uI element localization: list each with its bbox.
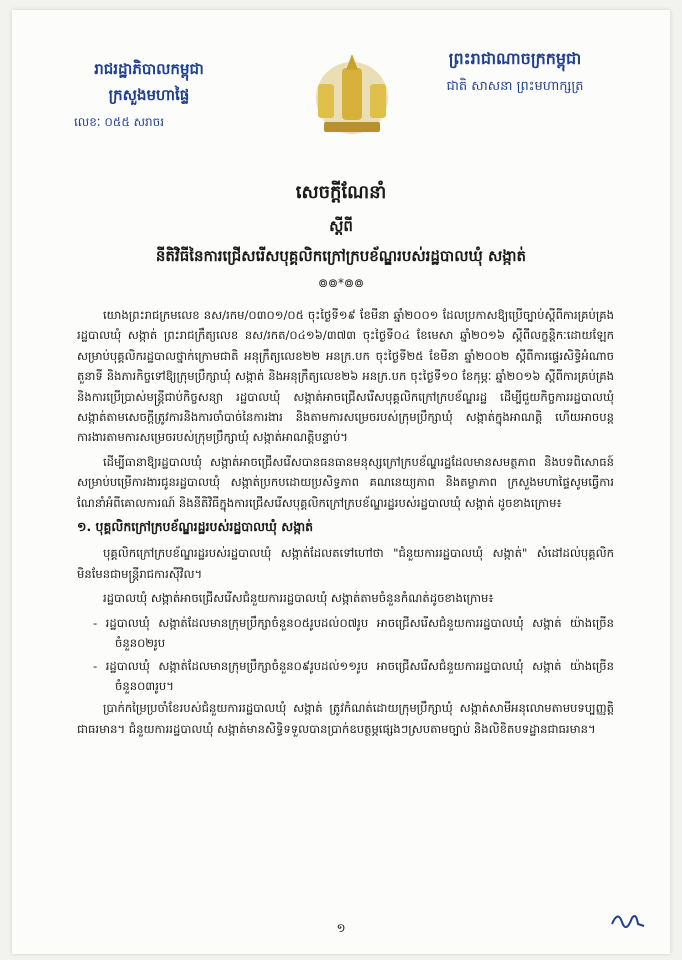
- ministry-name: ក្រសួងមហាផ្ទៃ: [108, 86, 190, 104]
- kingdom-name: ព្រះរាជាណាចក្រកម្ពុជា: [448, 49, 582, 68]
- paragraph-4: រដ្ឋបាលឃុំ សង្កាត់អាចជ្រើសរើសជំនួយការរដ្ឋបាលឃុំ សង្កាត់តាមចំនួនកំណត់ដូចខាងក្រោម៖: [103, 591, 494, 606]
- paragraph-2: ដើម្បីធានាឱ្យរដ្ឋបាលឃុំ សង្កាត់អាចជ្រើសរើសបានធនធានមនុស្សក្រៅក្របខ័ណ្ឌរដ្ឋដែលមានសមត្ថភាព និងបទពិសោធន៍សម្រាប់បម្រើការងារជូនរដ្ឋបាលឃុំ សង្កាត់ប្រកបដោយប្រសិទ្ធភាព គណនេយ្យភាព និងតម្លាភាព ក្រសួងមហាផ្ទៃសូមធ្វើការណែនាំអំពីគោលការណ៍ និងនីតិវិធីក្នុងការជ្រើសរើសបុគ្គលិកក្រៅក្របខ័ណ្ឌរដ្ឋរបស់រដ្ឋបាលឃុំ សង្កាត់ ដូចខាងក្រោម៖: [77, 454, 614, 510]
- title-line-2: ស្តីពី: [329, 217, 353, 235]
- document-title: [12, 180, 670, 293]
- reference-number: លេខៈ ០៥៥ សរាចរ: [74, 115, 165, 129]
- kingdom-header: [420, 48, 610, 97]
- section-1-title: ១. បុគ្គលិកក្រៅក្របខ័ណ្ឌរដ្ឋរបស់រដ្ឋបាលឃុំ សង្កាត់: [77, 519, 314, 535]
- title-ornament: ៙៙*៙៙: [318, 276, 364, 290]
- signature-icon: [608, 904, 648, 934]
- royal-emblem-icon: [304, 48, 400, 144]
- document-page: [12, 10, 670, 954]
- page-number: ១: [336, 921, 346, 935]
- national-motto: ជាតិ សាសនា ព្រះមហាក្សត្រ: [446, 79, 584, 94]
- ministry-header: [74, 60, 224, 132]
- title-line-3: នីតិវិធីនៃការជ្រើសរើសបុគ្គលិកក្រៅក្របខ័ណ្ឌរបស់រដ្ឋបាលឃុំ សង្កាត់: [155, 247, 527, 265]
- paragraph-5: ប្រាក់កម្រៃប្រចាំខែរបស់ជំនួយការរដ្ឋបាលឃុំ សង្កាត់ ត្រូវកំណត់ដោយក្រុមប្រឹក្សាឃុំ សង្កាត់សាមីអនុលោមតាមបទប្បញ្ញត្តិជាធរមាន។ ជំនួយការរដ្ឋបាលឃុំ សង្កាត់មានសិទ្ធិទទួលបានប្រាក់ឧបត្ថម្ភផ្សេងៗស្របតាមច្បាប់ និងលិខិតបទដ្ឋានជាធរមាន។: [77, 701, 614, 736]
- government-name: រាជរដ្ឋាភិបាលកម្ពុជា: [94, 60, 204, 78]
- bullet-2: - រដ្ឋបាលឃុំ សង្កាត់ដែលមានក្រុមប្រឹក្សាចំនួន០៩រូបដល់១១រូប អាចជ្រើសរើសជំនួយការរដ្ឋបាលឃុំ សង្កាត់ យ៉ាងច្រើនចំនួន០៣រូប។: [93, 658, 614, 693]
- paragraph-1: យោងព្រះរាជក្រមលេខ នស/រកម/០៣០១/០៥ ចុះថ្ងៃទី១៩ ខែមីនា ឆ្នាំ២០០១ ដែលប្រកាសឱ្យប្រើច្បាប់ស្តីពីការគ្រប់គ្រងរដ្ឋបាលឃុំ សង្កាត់ ព្រះរាជក្រឹត្យលេខ នស/រកត/០៤១៦/៣៧៣ ចុះថ្ងៃទី០៤ ខែមេសា ឆ្នាំ២០១៦ ស្តីពីលក្ខន្តិកៈដោយឡែកសម្រាប់បុគ្គលិករដ្ឋបាលថ្នាក់ក្រោមជាតិ អនុក្រឹត្យលេខ២២ អនក្រ.បក ចុះថ្ងៃទី២៥ ខែមីនា ឆ្នាំ២០០២ ស្តីពីការផ្ទេរសិទ្ធិអំណាច តួនាទី និងភារកិច្ចទៅឱ្យក្រុមប្រឹក្សាឃុំ សង្កាត់ និងអនុក្រឹត្យលេខ២៦ អនក្រ.បក ចុះថ្ងៃទី១០ ខែកុម្ភៈ ឆ្នាំ២០១៦ ស្តីពីការគ្រប់គ្រងនិងការប្រើប្រាស់មន្ត្រីជាប់កិច្ចសន្យា រដ្ឋបាលឃុំ សង្កាត់អាចជ្រើសរើសបុគ្គលិកក្រៅក្របខ័ណ្ឌរដ្ឋ ដើម្បីជួយកិច្ចការរដ្ឋបាលឃុំ សង្កាត់តាមសេចក្តីត្រូវការនិងការចាំបាច់នៃការងារ និងតាមការសម្រេចរបស់ក្រុមប្រឹក្សាឃុំ សង្កាត់ក្នុងអាណត្តិ ហើយអាចបន្តការងារតាមការសម្រេចរបស់ក្រុមប្រឹក្សាឃុំ សង្កាត់អាណត្តិបន្ទាប់។: [77, 308, 614, 445]
- document-body: [77, 305, 614, 743]
- title-line-1: សេចក្តីណែនាំ: [295, 182, 387, 203]
- bullet-1: - រដ្ឋបាលឃុំ សង្កាត់ដែលមានក្រុមប្រឹក្សាចំនួន០៥រូបដល់០៧រូប អាចជ្រើសរើសជំនួយការរដ្ឋបាលឃុំ សង្កាត់ យ៉ាងច្រើនចំនួន០២រូប: [93, 615, 614, 651]
- paragraph-3: បុគ្គលិកក្រៅក្របខ័ណ្ឌរដ្ឋរបស់រដ្ឋបាលឃុំ សង្កាត់ដែលតទៅហៅថា "ជំនួយការរដ្ឋបាលឃុំ សង្កាត់" សំដៅដល់បុគ្គលិកមិនមែនជាមន្ត្រីរាជការស៊ីវិល។: [77, 546, 614, 581]
